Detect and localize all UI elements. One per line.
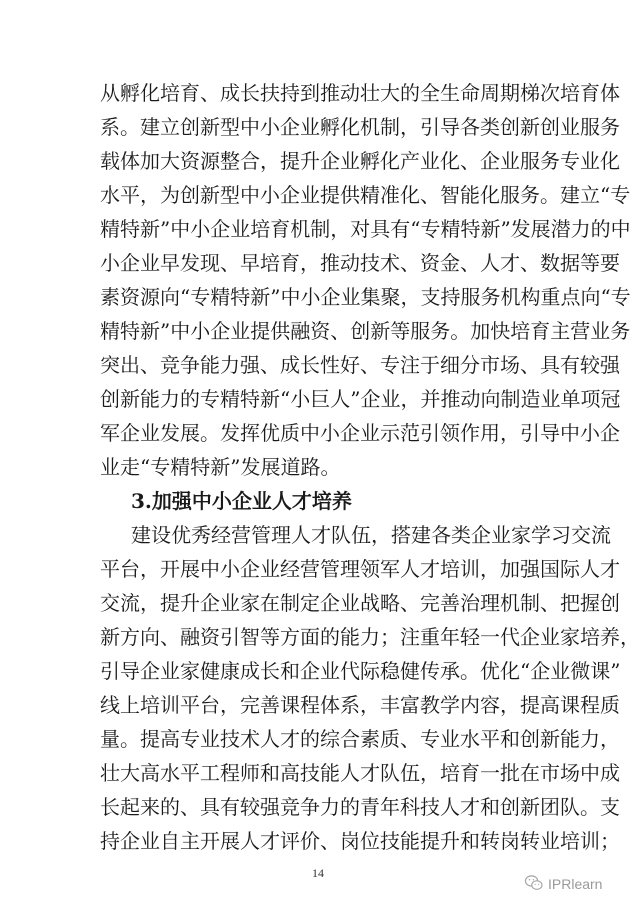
text-line: 素资源向“专精特新”中小企业集聚，支持服务机构重点向“专 <box>100 285 631 309</box>
text-line: 系。建立创新型中小企业孵化机制，引导各类创新创业服务 <box>100 115 620 139</box>
text-line: 从孵化培育、成长扶持到推动壮大的全生命周期梯次培育体 <box>100 81 620 105</box>
text-line: 交流，提升企业家在制定企业战略、完善治理机制、把握创 <box>100 591 620 615</box>
text-line: 军企业发展。发挥优质中小企业示范引领作用，引导中小企 <box>100 421 620 445</box>
watermark <box>524 874 602 894</box>
text-line: 线上培训平台，完善课程体系，丰富教学内容，提高课程质 <box>100 693 620 717</box>
text-line: 创新能力的专精特新“小巨人”企业，并推动向制造业单项冠 <box>100 387 621 411</box>
text-line: 精特新”中小企业培育机制，对具有“专精特新”发展潜力的中 <box>100 217 631 241</box>
text-line: 小企业早发现、早培育，推动技术、资金、人才、数据等要 <box>100 251 620 275</box>
text-line: 平台，开展中小企业经营管理领军人才培训，加强国际人才 <box>100 557 620 581</box>
text-line: 载体加大资源整合，提升企业孵化产业化、企业服务专业化 <box>100 149 620 173</box>
text-line: 量。提高专业技术人才的综合素质、专业水平和创新能力， <box>100 727 620 751</box>
text-line: 水平，为创新型中小企业提供精准化、智能化服务。建立“专 <box>100 183 631 207</box>
text-line: 业走“专精特新”发展道路。 <box>100 455 341 479</box>
text-line: 壮大高水平工程师和高技能人才队伍，培育一批在市场中成 <box>100 761 620 785</box>
text-line: 持企业自主开展人才评价、岗位技能提升和转岗转业培训； <box>100 829 620 853</box>
section-heading: 3.加强中小企业人才培养 <box>131 489 352 513</box>
text-line: 建设优秀经营管理人才队伍，搭建各类企业家学习交流 <box>131 523 611 547</box>
text-line: 精特新”中小企业提供融资、创新等服务。加快培育主营业务 <box>100 319 631 343</box>
text-line: 突出、竞争能力强、成长性好、专注于细分市场、具有较强 <box>100 353 620 377</box>
text-line: 新方向、融资引智等方面的能力；注重年轻一代企业家培养， <box>100 625 640 649</box>
watermark-text: IPRlearn <box>548 876 603 892</box>
text-line: 长起来的、具有较强竞争力的青年科技人才和创新团队。支 <box>100 795 620 819</box>
wechat-icon <box>524 874 544 895</box>
page-number: 14 <box>312 866 324 880</box>
text-line: 引导企业家健康成长和企业代际稳健传承。优化“企业微课” <box>100 659 621 683</box>
